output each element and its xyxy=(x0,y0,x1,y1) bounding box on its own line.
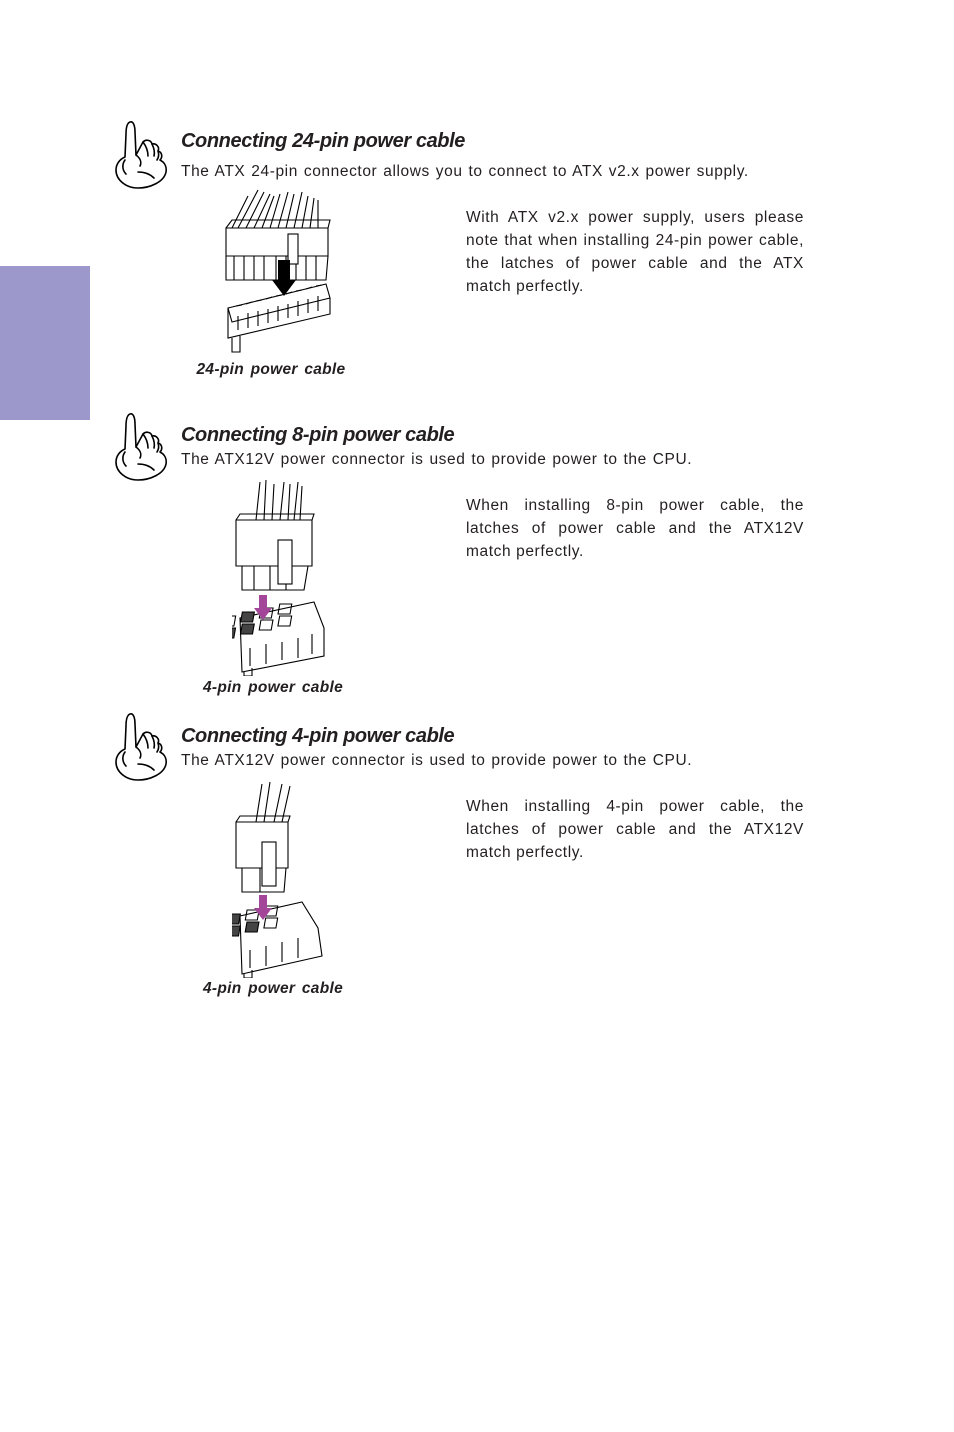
section-intro-24pin: The ATX 24-pin connector allows you to connect to ATX v2.x power supply. xyxy=(181,163,749,180)
chapter-side-tab xyxy=(0,266,90,420)
section-intro-8pin: The ATX12V power connector is used to provide power to the CPU. xyxy=(181,451,693,468)
pointing-hand-icon xyxy=(112,120,170,192)
8-pin-connector-illustration xyxy=(232,478,330,676)
section-heading-24pin: Connecting 24-pin power cable xyxy=(181,130,465,152)
pointing-hand-icon xyxy=(112,712,170,784)
figure-caption-24pin: 24-pin power cable xyxy=(196,361,346,378)
section-intro-4pin: The ATX12V power connector is used to provide power to the CPU. xyxy=(181,752,693,769)
section-note-24pin: With ATX v2.x power supply, users please note that when installing 24-pin power cable, the latches of power cable and the ATX match perfectly. xyxy=(466,209,804,295)
pointing-hand-icon xyxy=(112,412,170,484)
24-pin-connector-illustration xyxy=(218,188,336,358)
section-note-8pin: When installing 8-pin power cable, the latches of power cable and the ATX12V match perfectly. xyxy=(466,497,804,560)
4-pin-connector-illustration xyxy=(232,780,330,978)
figure-caption-8pin: 4-pin power cable xyxy=(202,679,344,696)
section-heading-4pin: Connecting 4-pin power cable xyxy=(181,725,455,747)
figure-caption-4pin: 4-pin power cable xyxy=(202,980,344,997)
section-heading-8pin: Connecting 8-pin power cable xyxy=(181,424,455,446)
section-note-4pin: When installing 4-pin power cable, the latches of power cable and the ATX12V match perfectly. xyxy=(466,798,804,861)
